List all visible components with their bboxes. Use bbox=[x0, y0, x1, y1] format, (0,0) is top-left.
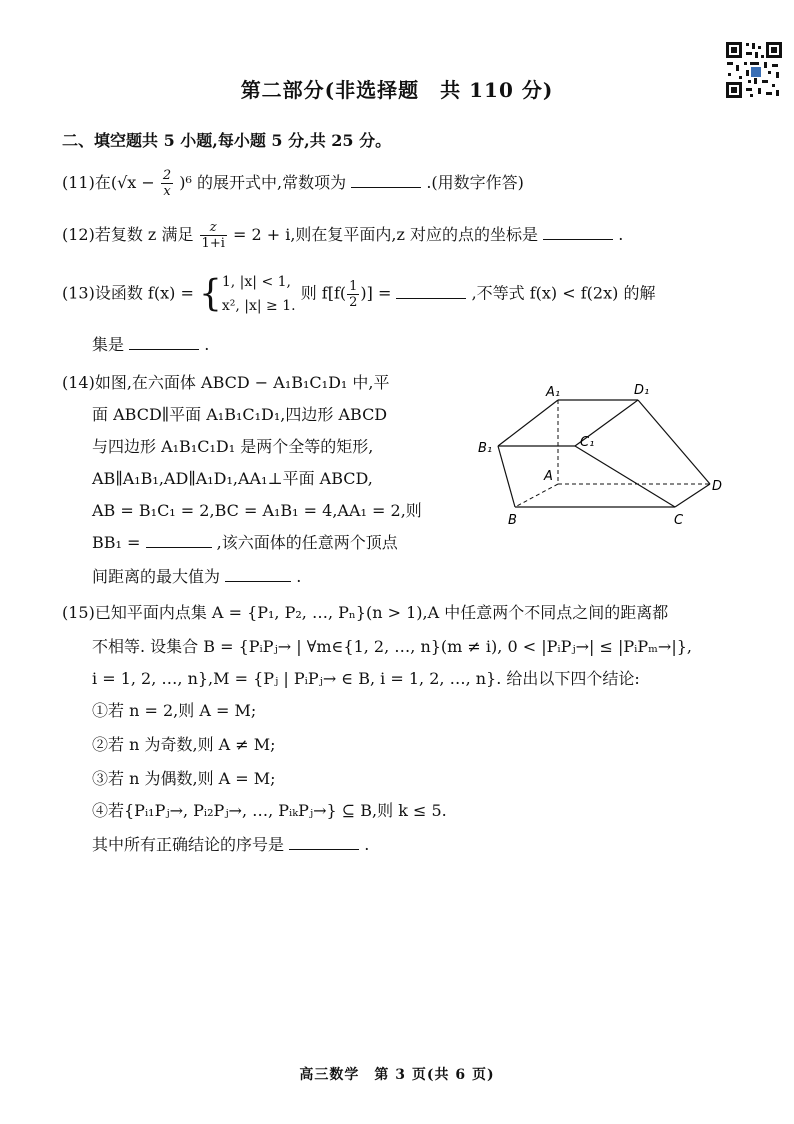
q14-line-6: BB₁ = ,该六面体的任意两个顶点 bbox=[92, 533, 398, 552]
q15-answer-blank[interactable] bbox=[289, 835, 359, 850]
edge-cd bbox=[675, 484, 710, 507]
edge-a1b1 bbox=[498, 400, 558, 446]
label-C: C bbox=[674, 513, 684, 528]
q15-line-1: (15)已知平面内点集 A = {P₁, P₂, …, Pₙ}(n > 1),A 中任意两个不同点之间的距离都 bbox=[62, 603, 669, 622]
q13-line2-prefix: 集是 bbox=[92, 335, 125, 354]
q15-line-3: i = 1, 2, …, n},M = {Pⱼ | PᵢPⱼ→ ∈ B, i = 1, 2, …, n}. 给出以下四个结论: bbox=[92, 669, 640, 688]
q15-line-2: 不相等. 设集合 B = {PᵢPⱼ→ | ∀m∈{1, 2, …, n}(m ≠ i), 0 < |PᵢPⱼ→| ≤ |PᵢPₘ→|}, bbox=[92, 637, 692, 656]
q13-piecewise: { 1, |x| < 1, x², |x| ≥ 1. bbox=[198, 273, 296, 315]
q11-answer-blank[interactable] bbox=[351, 173, 421, 188]
page-footer: 高三数学 第 3 页(共 6 页) bbox=[299, 1067, 495, 1083]
edge-ab bbox=[515, 484, 558, 507]
q15-conclusion-3: ③若 n 为偶数,则 A = M; bbox=[92, 769, 276, 788]
q13-mid3: ,不等式 f(x) < f(2x) 的解 bbox=[471, 283, 656, 303]
label-C1: C₁ bbox=[580, 435, 595, 450]
edge-d1d bbox=[638, 400, 710, 484]
q12-answer-blank[interactable] bbox=[543, 225, 613, 240]
q14-line-3: 与四边形 A₁B₁C₁D₁ 是两个全等的矩形, bbox=[92, 437, 374, 456]
q14-answer-blank-2[interactable] bbox=[225, 567, 291, 582]
question-11 bbox=[62, 168, 524, 199]
q11-exp: )⁶ 的展开式中,常数项为 bbox=[179, 173, 347, 192]
q12-suffix: . bbox=[618, 225, 624, 244]
q13-line2-suffix: . bbox=[204, 335, 210, 354]
q13-mid2: )] = bbox=[360, 283, 392, 303]
page-title: 第二部分(非选择题 共 110 分) bbox=[240, 78, 554, 102]
question-12 bbox=[62, 220, 623, 251]
q14-line-2: 面 ABCD∥平面 A₁B₁C₁D₁,四边形 ABCD bbox=[92, 405, 388, 424]
label-A: A bbox=[544, 469, 553, 484]
q13-answer-blank-2[interactable] bbox=[129, 335, 199, 350]
q13-answer-blank-1[interactable] bbox=[396, 284, 466, 299]
label-D1: D₁ bbox=[634, 383, 650, 398]
q14-line-7: 间距离的最大值为 . bbox=[92, 567, 302, 586]
q12-prefix: (12)若复数 z 满足 bbox=[62, 225, 194, 244]
q15-conclusion-1: ①若 n = 2,则 A = M; bbox=[92, 701, 257, 720]
q14-line-1: (14)如图,在六面体 ABCD − A₁B₁C₁D₁ 中,平 bbox=[62, 373, 390, 392]
q14-answer-blank-1[interactable] bbox=[146, 533, 212, 548]
q11-fraction: $\frac{2}{x}$ bbox=[162, 168, 172, 199]
q14-line-4: AB∥A₁B₁,AD∥A₁D₁,AA₁⊥平面 ABCD, bbox=[92, 469, 373, 488]
hexahedron-figure bbox=[470, 380, 730, 530]
label-B: B bbox=[508, 513, 517, 528]
q15-conclusion-2: ②若 n 为奇数,则 A ≠ M; bbox=[92, 735, 276, 754]
question-13 bbox=[62, 270, 655, 318]
q13-mid1: 则 f[f( bbox=[300, 283, 347, 303]
edge-b1b bbox=[498, 446, 515, 507]
q11-suffix: .(用数字作答) bbox=[426, 173, 524, 192]
q12-mid: = 2 + i,则在复平面内,z 对应的点的坐标是 bbox=[232, 225, 539, 244]
q13-prefix: (13)设函数 f(x) = bbox=[62, 283, 194, 303]
q15-ask: 其中所有正确结论的序号是 . bbox=[92, 835, 370, 854]
q13-fraction: $\frac{1}{2}$ bbox=[349, 278, 358, 310]
edge-c1c bbox=[575, 446, 675, 507]
q11-prefix: (11)在(√x − bbox=[62, 173, 155, 192]
label-B1: B₁ bbox=[478, 441, 493, 456]
question-13-line2 bbox=[92, 332, 209, 355]
q14-line-5: AB = B₁C₁ = 2,BC = A₁B₁ = 4,AA₁ = 2,则 bbox=[92, 501, 422, 520]
label-D: D bbox=[712, 479, 723, 494]
q12-fraction: $\frac{z}{1+i}$ bbox=[201, 220, 225, 251]
section-heading: 二、填空题共 5 小题,每小题 5 分,共 25 分。 bbox=[62, 131, 392, 150]
label-A1: A₁ bbox=[546, 385, 561, 400]
q15-conclusion-4: ④若{Pᵢ₁Pⱼ→, Pᵢ₂Pⱼ→, …, PᵢₖPⱼ→} ⊆ B,则 k ≤ 5. bbox=[92, 801, 447, 820]
